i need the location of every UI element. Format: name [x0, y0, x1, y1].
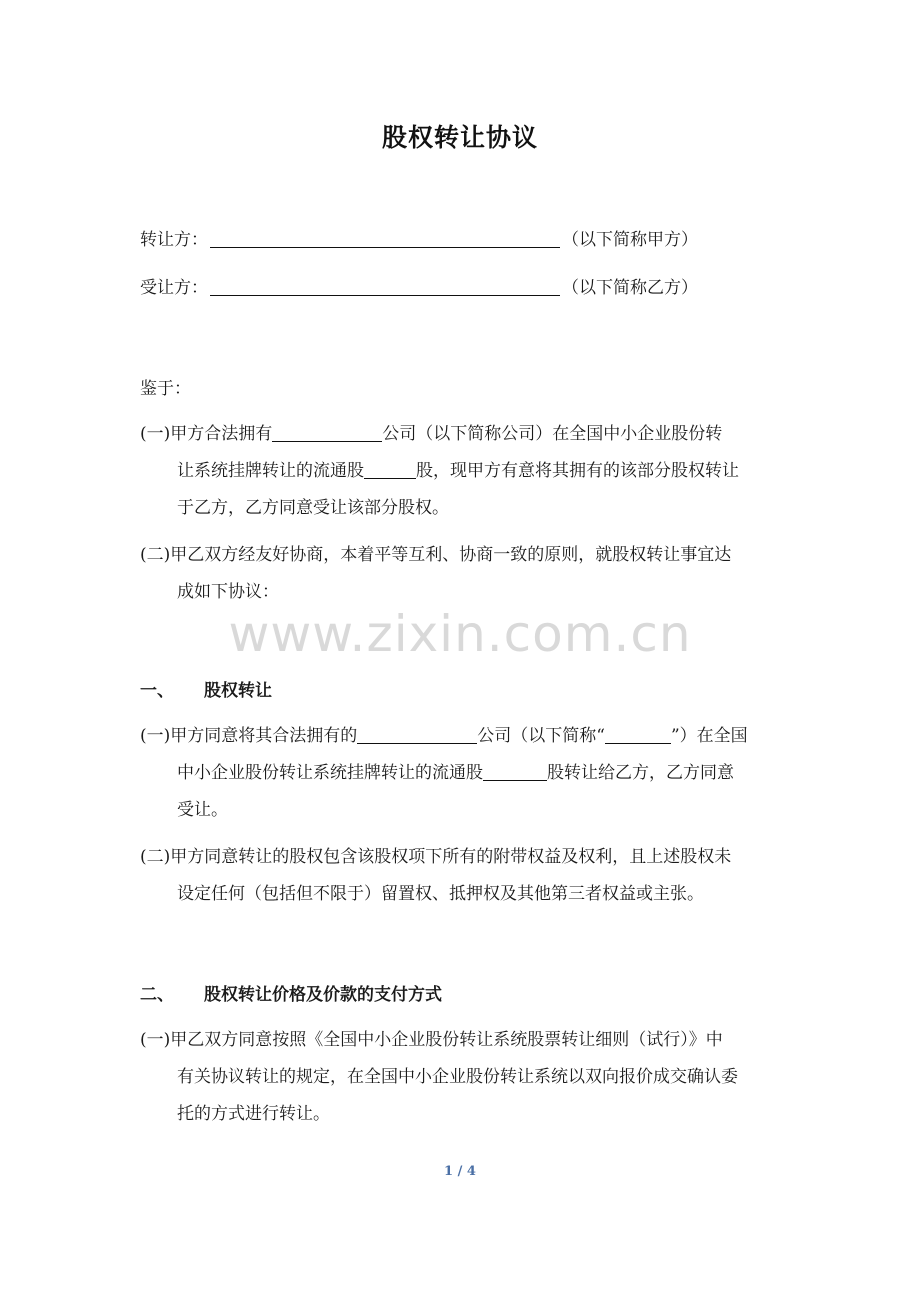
section-1-item-1-text: 股转让给乙方，乙方同意: [547, 763, 734, 783]
share-count-blank: [364, 460, 416, 479]
section-1-item-1-line-2: [140, 755, 785, 792]
section-2-item-1-text: 甲乙双方同意按照《全国中小企业股份转让系统股票转让细则（试行）》中: [170, 1030, 723, 1050]
company-name-blank: [357, 725, 477, 744]
transferee-note: （以下简称乙方）: [562, 278, 698, 298]
section-1-item-1-line-3: 受让。: [177, 800, 228, 820]
whereas-item-1-text: 甲方合法拥有: [170, 424, 273, 444]
whereas-item-1-marker: (一): [140, 424, 171, 444]
company-name-blank: [272, 423, 382, 442]
company-short-name-blank: [605, 725, 671, 744]
section-1-item-2-line-1: [140, 839, 785, 876]
whereas-item-1-line-2: [140, 453, 785, 490]
section-1-item-2-text: 甲方同意转让的股权包含该股权项下所有的附带权益及权利，且上述股权未: [170, 847, 732, 867]
section-2-heading: [140, 980, 442, 1005]
whereas-item-1-text: 股，现甲方有意将其拥有的该部分股权转让: [416, 461, 739, 481]
share-count-blank: [483, 762, 547, 781]
transferor-line: [140, 228, 698, 252]
whereas-item-1-line-3: 于乙方，乙方同意受让该部分股权。: [177, 498, 449, 518]
section-1-heading: [140, 676, 272, 701]
section-2-item-1-line-3: 托的方式进行转让。: [177, 1104, 330, 1124]
section-2-item-1: [140, 1022, 785, 1133]
section-1-item-2-line-2: 设定任何（包括但不限于）留置权、抵押权及其他第三者权益或主张。: [177, 884, 704, 904]
transferor-label: 转让方：: [140, 230, 208, 250]
whereas-item-2-text: 甲乙双方经友好协商，本着平等互利、协商一致的原则，就股权转让事宜达: [170, 545, 732, 565]
section-2-title: 股权转让价格及价款的支付方式: [204, 985, 442, 1005]
transferee-line: [140, 276, 698, 300]
section-1-item-1-text: 甲方同意将其合法拥有的: [170, 726, 358, 746]
document-title: 股权转让协议: [381, 123, 538, 152]
page-number: 1 / 4: [444, 1164, 476, 1179]
section-1-item-2: [140, 839, 785, 913]
whereas-item-2: [140, 537, 785, 611]
section-2-item-1-line-1: [140, 1022, 785, 1059]
section-1-item-1: [140, 718, 785, 829]
section-2-item-1-marker: (一): [140, 1030, 171, 1050]
whereas-item-1-line-1: [140, 416, 785, 453]
section-1-title: 股权转让: [204, 681, 272, 701]
section-1-item-1-text: 中小企业股份转让系统挂牌转让的流通股: [177, 763, 483, 783]
section-1-item-1-text: 公司（以下简称“: [477, 726, 605, 746]
section-1-item-1-marker: (一): [140, 726, 171, 746]
transferor-blank: [210, 229, 560, 248]
section-1-item-1-text: ”）在全国: [670, 726, 748, 746]
transferee-blank: [210, 277, 560, 296]
section-2-item-1-line-2: 有关协议转让的规定，在全国中小企业股份转让系统以双向报价成交确认委: [177, 1067, 738, 1087]
whereas-item-2-line-1: [140, 537, 785, 574]
section-1-item-1-line-1: [140, 718, 785, 755]
whereas-label: 鉴于：: [140, 379, 191, 399]
whereas-item-1-text: 让系统挂牌转让的流通股: [177, 461, 364, 481]
whereas-item-1-text: 公司（以下简称公司）在全国中小企业股份转: [382, 424, 723, 444]
whereas-item-2-marker: (二): [140, 545, 171, 565]
transferor-note: （以下简称甲方）: [562, 230, 698, 250]
transferee-label: 受让方：: [140, 278, 208, 298]
section-2-number: 二、: [140, 985, 174, 1005]
watermark: www.zixin.com.cn: [228, 605, 692, 663]
whereas-item-2-line-2: 成如下协议：: [177, 582, 279, 602]
section-1-item-2-marker: (二): [140, 847, 171, 867]
section-1-number: 一、: [140, 681, 174, 701]
whereas-item-1: [140, 416, 785, 527]
